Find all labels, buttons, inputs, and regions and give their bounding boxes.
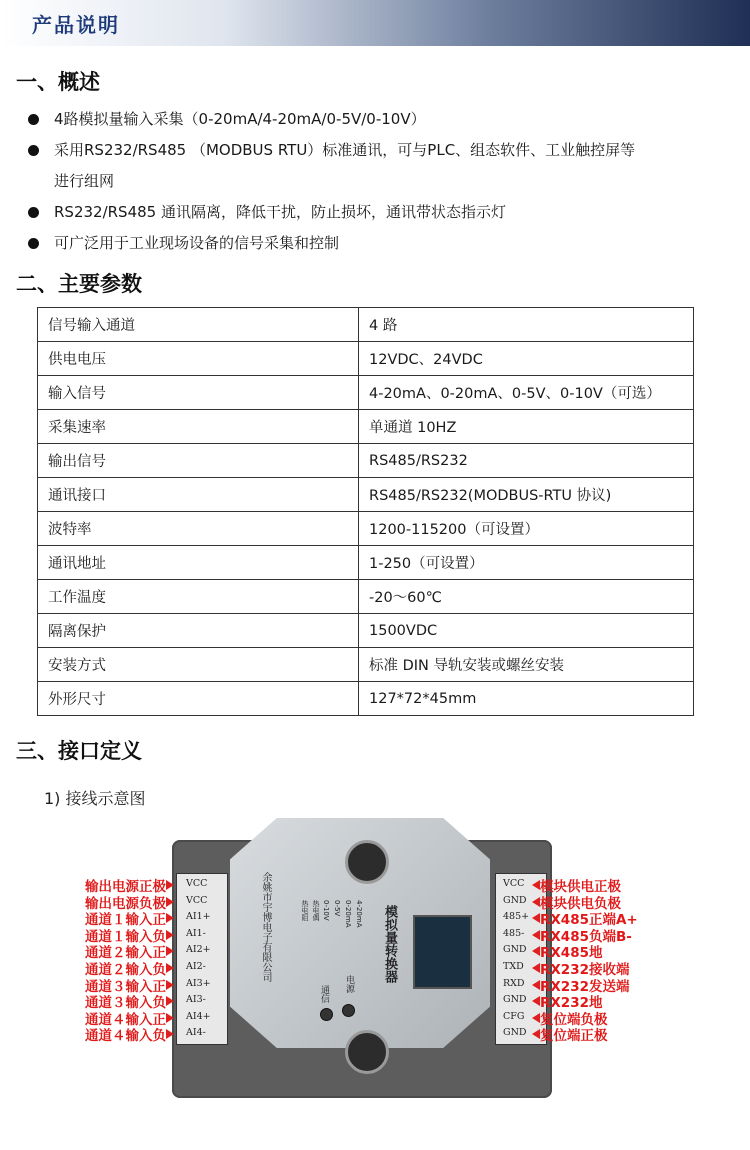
led-comm-label: 通信	[319, 985, 329, 1003]
overview-heading: 一、概述	[16, 70, 100, 94]
terminal-label: AI1-	[186, 927, 206, 939]
param-name: 安装方式	[38, 648, 359, 682]
arrow-icon	[532, 1029, 540, 1039]
legend-item: 4-20mA	[355, 900, 363, 928]
param-value: RS485/RS232	[359, 444, 694, 478]
legend-item: 0-10V	[322, 900, 330, 921]
terminal-label: AI2+	[186, 944, 211, 956]
arrow-icon	[532, 963, 540, 973]
params-table	[37, 307, 694, 716]
comm-led-icon	[320, 1008, 333, 1021]
arrow-icon	[166, 946, 174, 956]
param-value: 4 路	[359, 308, 694, 342]
annotation-label: 通道４输入正	[85, 1011, 166, 1028]
arrow-icon	[532, 996, 540, 1006]
arrow-icon	[532, 880, 540, 890]
legend-item: 热电偶	[312, 900, 320, 921]
list-item-text: 可广泛用于工业现场设备的信号采集和控制	[54, 234, 340, 252]
arrow-icon	[166, 1029, 174, 1039]
list-item-text: 采用RS232/RS485 （MODBUS RTU）标准通讯，可与PLC、组态软件、工业触控屏等	[54, 141, 636, 159]
annotation-label: 复位端正极	[540, 1028, 608, 1045]
arrow-icon	[166, 897, 174, 907]
terminal-label: VCC	[186, 878, 208, 889]
overview-list	[24, 104, 724, 259]
arrow-icon	[166, 980, 174, 990]
param-value: 12VDC、24VDC	[359, 342, 694, 376]
terminal-label: AI4+	[186, 1010, 211, 1022]
annotation-label: 输出电源正极	[85, 879, 166, 895]
arrow-icon	[532, 946, 540, 956]
table-row	[38, 342, 694, 376]
arrow-icon	[532, 1013, 540, 1023]
table-row	[38, 308, 694, 342]
company-name: 余姚市宇博电子有限公司	[260, 872, 271, 982]
param-name: 外形尺寸	[38, 682, 359, 716]
annotation-label: RX485地	[540, 945, 603, 962]
annotation-label: 通道４输入负	[85, 1028, 166, 1045]
terminal-label: CFG	[503, 1010, 525, 1022]
arrow-icon	[532, 913, 540, 923]
annotation-label: RX485正端A+	[540, 912, 638, 929]
annotation-label: 复位端负极	[540, 1011, 608, 1028]
terminal-label: GND	[503, 944, 527, 956]
bullet-icon	[28, 145, 39, 156]
screw-icon	[345, 840, 389, 884]
led-power-label: 电源	[344, 975, 354, 993]
product-name: 模拟量转换器	[382, 905, 397, 983]
terminal-label: 485-	[503, 927, 525, 939]
annotation-label: RX232地	[540, 995, 603, 1012]
terminal-label: GND	[503, 1027, 527, 1039]
arrow-icon	[532, 930, 540, 940]
arrow-icon	[166, 996, 174, 1006]
params-heading: 二、主要参数	[16, 272, 142, 296]
table-row	[38, 648, 694, 682]
bullet-icon	[28, 207, 39, 218]
legend-item: 热电阻	[301, 900, 309, 921]
param-value: RS485/RS232(MODBUS-RTU 协议)	[359, 478, 694, 512]
annotation-label: 通道２输入负	[85, 962, 166, 978]
legend-item: 0-20mA	[344, 900, 352, 928]
annotation-label: 模块供电负极	[540, 895, 621, 912]
screw-icon	[345, 1030, 389, 1074]
param-name: 采集速率	[38, 410, 359, 444]
interface-heading: 三、接口定义	[16, 739, 142, 763]
power-led-icon	[342, 1004, 355, 1017]
annotation-label: RX232发送端	[540, 978, 630, 995]
annotation-label: 模块供电正极	[540, 879, 621, 895]
param-name: 信号输入通道	[38, 308, 359, 342]
param-value: -20～60℃	[359, 580, 694, 614]
list-item-continuation: 进行组网	[54, 172, 115, 190]
list-item	[24, 104, 724, 135]
param-value: 4-20mA、0-20mA、0-5V、0-10V（可选）	[359, 376, 694, 410]
param-value: 单通道 10HZ	[359, 410, 694, 444]
terminal-label: RXD	[503, 977, 525, 989]
annotation-label: RX485负端B-	[540, 928, 632, 945]
annotation-label: RX232接收端	[540, 962, 630, 978]
terminal-label: TXD	[503, 961, 524, 972]
terminal-label: GND	[503, 994, 527, 1006]
terminal-label: AI4-	[186, 1027, 206, 1039]
table-row	[38, 682, 694, 716]
table-row	[38, 580, 694, 614]
table-row	[38, 410, 694, 444]
param-value: 1200-115200（可设置）	[359, 512, 694, 546]
terminal-label: GND	[503, 894, 527, 906]
table-row	[38, 546, 694, 580]
param-name: 隔离保护	[38, 614, 359, 648]
param-name: 供电电压	[38, 342, 359, 376]
terminal-label: AI3-	[186, 994, 206, 1006]
bullet-icon	[28, 114, 39, 125]
arrow-icon	[166, 963, 174, 973]
list-item	[24, 228, 724, 259]
terminal-label: AI2-	[186, 961, 206, 972]
annotation-label: 通道２输入正	[85, 945, 166, 962]
param-value: 127*72*45mm	[359, 682, 694, 716]
list-item-text: 4路模拟量输入采集（0-20mA/4-20mA/0-5V/0-10V）	[54, 110, 426, 128]
annotation-label: 通道１输入正	[85, 912, 166, 929]
terminal-label: AI1+	[186, 911, 211, 923]
banner-title: 产品说明	[32, 13, 120, 37]
bullet-icon	[28, 238, 39, 249]
arrow-icon	[166, 913, 174, 923]
list-item	[24, 197, 724, 228]
arrow-icon	[532, 897, 540, 907]
table-row	[38, 478, 694, 512]
list-item-text: RS232/RS485 通讯隔离，降低干扰，防止损坏，通讯带状态指示灯	[54, 203, 506, 221]
param-name: 通讯接口	[38, 478, 359, 512]
terminal-label: 485+	[503, 911, 530, 923]
arrow-icon	[166, 880, 174, 890]
annotation-label: 通道１输入负	[85, 928, 166, 945]
table-row	[38, 614, 694, 648]
param-name: 输入信号	[38, 376, 359, 410]
table-row	[38, 512, 694, 546]
annotation-label: 输出电源负极	[85, 895, 166, 912]
param-name: 波特率	[38, 512, 359, 546]
lcd-display	[413, 915, 472, 989]
annotation-label: 通道３输入正	[85, 978, 166, 995]
legend-item: 0-5V	[333, 900, 341, 917]
table-row	[38, 444, 694, 478]
annotation-label: 通道３输入负	[85, 995, 166, 1012]
param-name: 通讯地址	[38, 546, 359, 580]
header-banner	[0, 0, 750, 46]
wiring-subheading: 1) 接线示意图	[44, 789, 146, 808]
param-name: 工作温度	[38, 580, 359, 614]
table-row	[38, 376, 694, 410]
arrow-icon	[532, 980, 540, 990]
param-value: 1-250（可设置）	[359, 546, 694, 580]
terminal-label: VCC	[503, 878, 525, 889]
terminal-label: VCC	[186, 894, 208, 906]
arrow-icon	[166, 930, 174, 940]
list-item	[24, 135, 724, 166]
arrow-icon	[166, 1013, 174, 1023]
param-value: 1500VDC	[359, 614, 694, 648]
param-value: 标准 DIN 导轨安装或螺丝安装	[359, 648, 694, 682]
param-name: 输出信号	[38, 444, 359, 478]
terminal-label: AI3+	[186, 977, 211, 989]
